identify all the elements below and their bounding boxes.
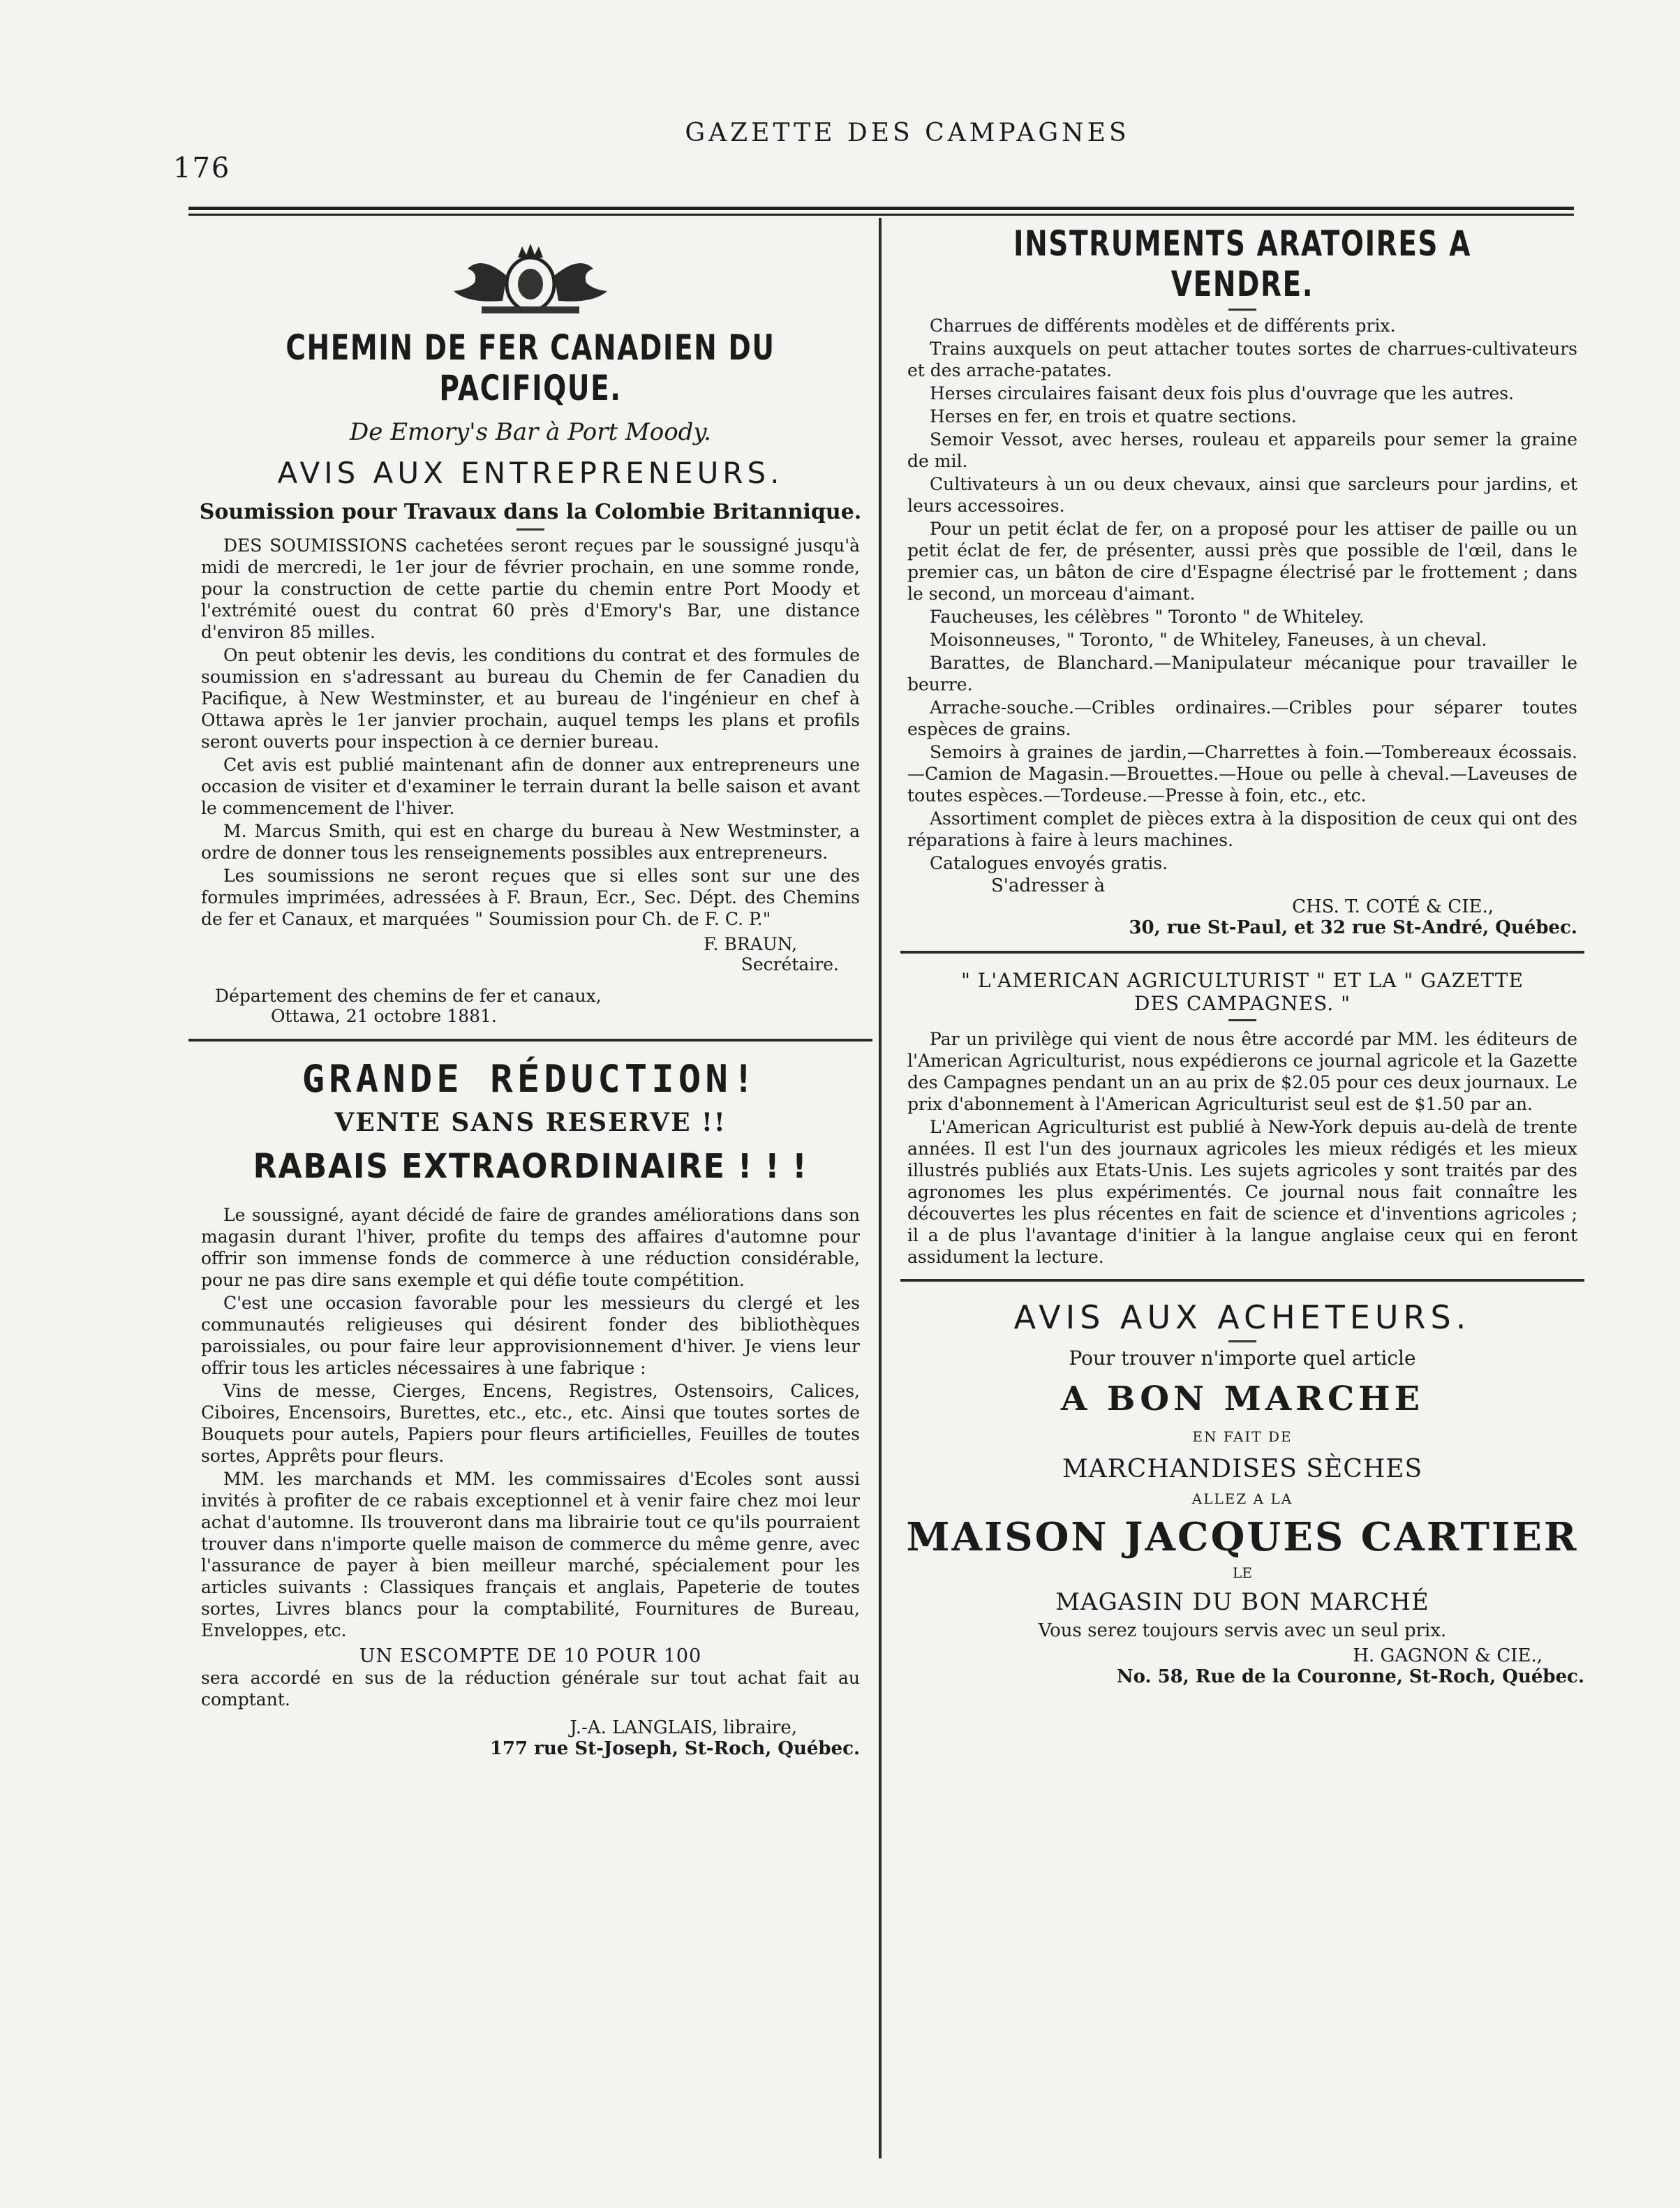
ad-line-vente: VENTE SANS RESERVE !! [334, 1108, 727, 1137]
signature-title: Secrétaire. [741, 954, 839, 975]
ad-body [900, 315, 1584, 938]
ad-line: ALLEZ A LA [1191, 1490, 1293, 1507]
ad-title-pacific-railway: CHEMIN DE FER CANADIEN DU PACIFIQUE. [285, 327, 775, 408]
paragraph: Par un privilège qui vient de nous être accordé par MM. les éditeurs de l'American Agriculturist, nous expédierons ce journal agricole et la Gazette des Campagnes pendant un an au prix de $2.05 pour ces deux journaux. Le prix d'abonnement à l'American Agriculturist seul est de $1.50 par an. [907, 1029, 1577, 1114]
company-address: 30, rue St-Paul, et 32 rue St-André, Québec. [1129, 917, 1577, 938]
list-item: Cultivateurs à un ou deux chevaux, ainsi que sarcleurs pour jardins, et leurs accessoires. [907, 474, 1577, 516]
header-rule-thin [188, 214, 1574, 216]
ad-line-marchandises: MARCHANDISES SÈCHES [1062, 1455, 1423, 1483]
ad-line: EN FAIT DE [1192, 1428, 1293, 1445]
list-item: Pour un petit éclat de fer, on a proposé pour les attiser de paille ou un petit éclat de fer, de présenter, aussi près que possible de l'œil, dans le premier cas, un bâton de cire d'Espagne électrisé par le frottement ; dans le second, un morceau d'aimant. [907, 519, 1577, 604]
paragraph: L'American Agriculturist est publié à New-York depuis au-delà de trente années. Il est l'un des journaux agricoles les mieux rédigés et les mieux illustrés publiés aux Etats-Unis. Les sujets agricoles y sont traités par des agronomes les plus expérimentés. Ce journal nous fait connaître les découvertes les plus récentes en fait de science et d'inventions agricoles ; il a de plus l'avantage d'initier à la langue anglaise ceux qui en feront assidument la lecture. [907, 1117, 1577, 1267]
ad-body [900, 1028, 1584, 1268]
company-address: No. 58, Rue de la Couronne, St-Roch, Québec. [1116, 1666, 1584, 1687]
separator [1228, 1340, 1256, 1342]
crest-icon [440, 241, 621, 318]
list-item: Barattes, de Blanchard.—Manipulateur mécanique pour travailler le beurre. [907, 653, 1577, 695]
paragraph: C'est une occasion favorable pour les messieurs du clergé et les communautés religieuses qui désirent fonder des bibliothèques paroissiales, ou pour faire leur approvisionnement d'hiver. Je viens leur offrir tous les articles nécessaires à une fabrique : [201, 1293, 860, 1378]
paragraph: sera accordé en sus de la réduction générale sur tout achat fait au comptant. [201, 1668, 860, 1710]
ad-line-magasin: MAGASIN DU BON MARCHÉ [1055, 1588, 1429, 1616]
paragraph: MM. les marchands et MM. les commissaires d'Ecoles sont aussi invités à profiter de ce rabais exceptionnel et à venir faire chez moi leur achat d'automne. Ils trouveront dans ma librairie tout ce qu'ils pourraient trouver dans n'importe quelle maison de commerce du même genre, avec l'assurance de payer à bien meilleur marché, spécialement pour les articles suivants : Classiques français et anglais, Papeterie de toutes sortes, Livres blancs pour la comptabilité, Fournitures de Bureau, Enveloppes, etc. [201, 1469, 860, 1640]
paragraph: Vins de messe, Cierges, Encens, Registres, Ostensoirs, Calices, Ciboires, Encensoirs, Burettes, etc., etc., etc. Ainsi que toutes sortes de Bouquets pour autels, Papiers pour fleurs artificielles, Feuilles de toutes sortes, Apprêts pour fleurs. [201, 1381, 860, 1466]
list-item: Moisonneuses, " Toronto, " de Whiteley, Faneuses, à un cheval. [930, 630, 1487, 650]
list-item: Herses en fer, en trois et quatre sections. [930, 406, 1297, 427]
list-item: Arrache-souche.—Cribles ordinaires.—Cribles pour séparer toutes espèces de grains. [907, 697, 1577, 739]
ad-line-maison-cartier: MAISON JACQUES CARTIER [906, 1514, 1579, 1560]
signature-name: F. BRAUN, [704, 934, 797, 954]
ad-body [188, 535, 872, 1026]
section-rule [900, 1279, 1584, 1282]
list-item: Charrues de différents modèles et de différents prix. [930, 316, 1396, 336]
ad-title-avis-acheteurs: AVIS AUX ACHETEURS. [1013, 1298, 1471, 1336]
signature-address: 177 rue St-Joseph, St-Roch, Québec. [489, 1738, 860, 1759]
separator [516, 528, 544, 531]
ad-line: LE [1233, 1564, 1252, 1581]
left-column [188, 241, 872, 1759]
header-rule [188, 207, 1574, 210]
ad-heading: AVIS AUX ENTREPRENEURS. [277, 456, 784, 490]
ad-subtitle: De Emory's Bar à Port Moody. [350, 418, 711, 446]
dept-line-2: Ottawa, 21 octobre 1881. [271, 1006, 497, 1026]
company-name: CHS. T. COTÉ & CIE., [1292, 896, 1494, 917]
ad-line: Vous serez toujours servis avec un seul prix. [1038, 1620, 1447, 1641]
column-divider [879, 218, 882, 2158]
page-number: 176 [173, 152, 231, 184]
separator [1228, 309, 1256, 311]
paragraph: Le soussigné, ayant décidé de faire de grandes améliorations dans son magasin durant l'hiver, profite du temps des affaires d'automne pour offrir son immense fonds de commerce à une réduction considérable, pour ne pas dire sans exemple et qui défie toute compétition. [201, 1205, 860, 1290]
paragraph: Les soumissions ne seront reçues que si elles sont sur une des formules imprimées, adressées à F. Braun, Ecr., Sec. Dépt. des Chemins de fer et Canaux, et marquées " Soumission pour Ch. de F. C. P." [201, 866, 860, 929]
section-rule [188, 1039, 872, 1042]
paragraph: M. Marcus Smith, qui est en charge du bureau à New Westminster, a ordre de donner tous les renseignements possibles aux entrepreneurs. [201, 821, 860, 863]
address-intro: S'adresser à [991, 875, 1106, 896]
dept-line-1: Département des chemins de fer et canaux, [215, 986, 602, 1006]
paragraph: Cet avis est publié maintenant afin de donner aux entrepreneurs une occasion de visiter et d'examiner le terrain durant la belle saison et avant le commencement de l'hiver. [201, 755, 860, 818]
list-item: Trains auxquels on peut attacher toutes sortes de charrues-cultivateurs et des arrache-patates. [907, 339, 1577, 380]
list-item: Herses circulaires faisant deux fois plus d'ouvrage que les autres. [930, 383, 1515, 403]
list-item: Assortiment complet de pièces extra à la disposition de ceux qui ont des réparations à faire à leurs machines. [907, 808, 1577, 850]
company-name: H. GAGNON & CIE., [1353, 1645, 1543, 1666]
list-item: Faucheuses, les célèbres " Toronto " de Whiteley. [930, 607, 1365, 627]
running-title: GAZETTE DES CAMPAGNES [685, 119, 1130, 147]
paragraph: DES SOUMISSIONS cachetées seront reçues par le soussigné jusqu'à midi de mercredi, le 1er jour de février prochain, en une somme ronde, pour la construction de cette partie du chemin entre Port Moody et l'extrémité ouest du contrat 60 près d'Emory's Bar, une distance d'environ 85 milles. [201, 535, 860, 642]
signature-name: J.-A. LANGLAIS, libraire, [570, 1717, 797, 1738]
ad-subheading: Soumission pour Travaux dans la Colombie Britannique. [199, 500, 862, 524]
ad-title-american-agriculturist: " L'AMERICAN AGRICULTURIST " ET LA " GAZETTE [961, 969, 1524, 992]
separator [1228, 1019, 1256, 1021]
ad-title-grande-reduction: GRANDE RÉDUCTION! [302, 1057, 759, 1101]
ad-title-line-2: DES CAMPAGNES. " [1134, 992, 1351, 1015]
list-item: Catalogues envoyés gratis. [930, 853, 1168, 873]
paragraph: On peut obtenir les devis, les conditions du contrat et des formules de soumission en s'adressant au bureau du Chemin de fer Canadien du Pacifique, à New Westminster, et au bureau de l'ingénieur en chef à Ottawa après le 1er janvier prochain, auquel temps les plans et profils seront ouverts pour inspection à ce dernier bureau. [201, 645, 860, 752]
discount-line: UN ESCOMPTE DE 10 POUR 100 [359, 1645, 702, 1667]
section-rule [900, 951, 1584, 954]
ad-body [188, 1204, 872, 1759]
ad-line-bon-marche: A BON MARCHE [1060, 1379, 1425, 1418]
list-item: Semoir Vessot, avec herses, rouleau et appareils pour semer la graine de mil. [907, 429, 1577, 471]
ad-line: Pour trouver n'importe quel article [1069, 1347, 1416, 1370]
right-column [900, 223, 1584, 1687]
ad-title-instruments: INSTRUMENTS ARATOIRES A VENDRE. [1013, 223, 1471, 304]
ad-line-rabais: RABAIS EXTRAORDINAIRE ! ! ! [253, 1147, 808, 1186]
list-item: Semoirs à graines de jardin,—Charrettes à foin.—Tombereaux écossais.—Camion de Magasin.—Brouettes.—Houe ou pelle à cheval.—Laveuses de toutes espèces.—Tordeuse.—Presse à foin, etc., etc. [907, 742, 1577, 806]
